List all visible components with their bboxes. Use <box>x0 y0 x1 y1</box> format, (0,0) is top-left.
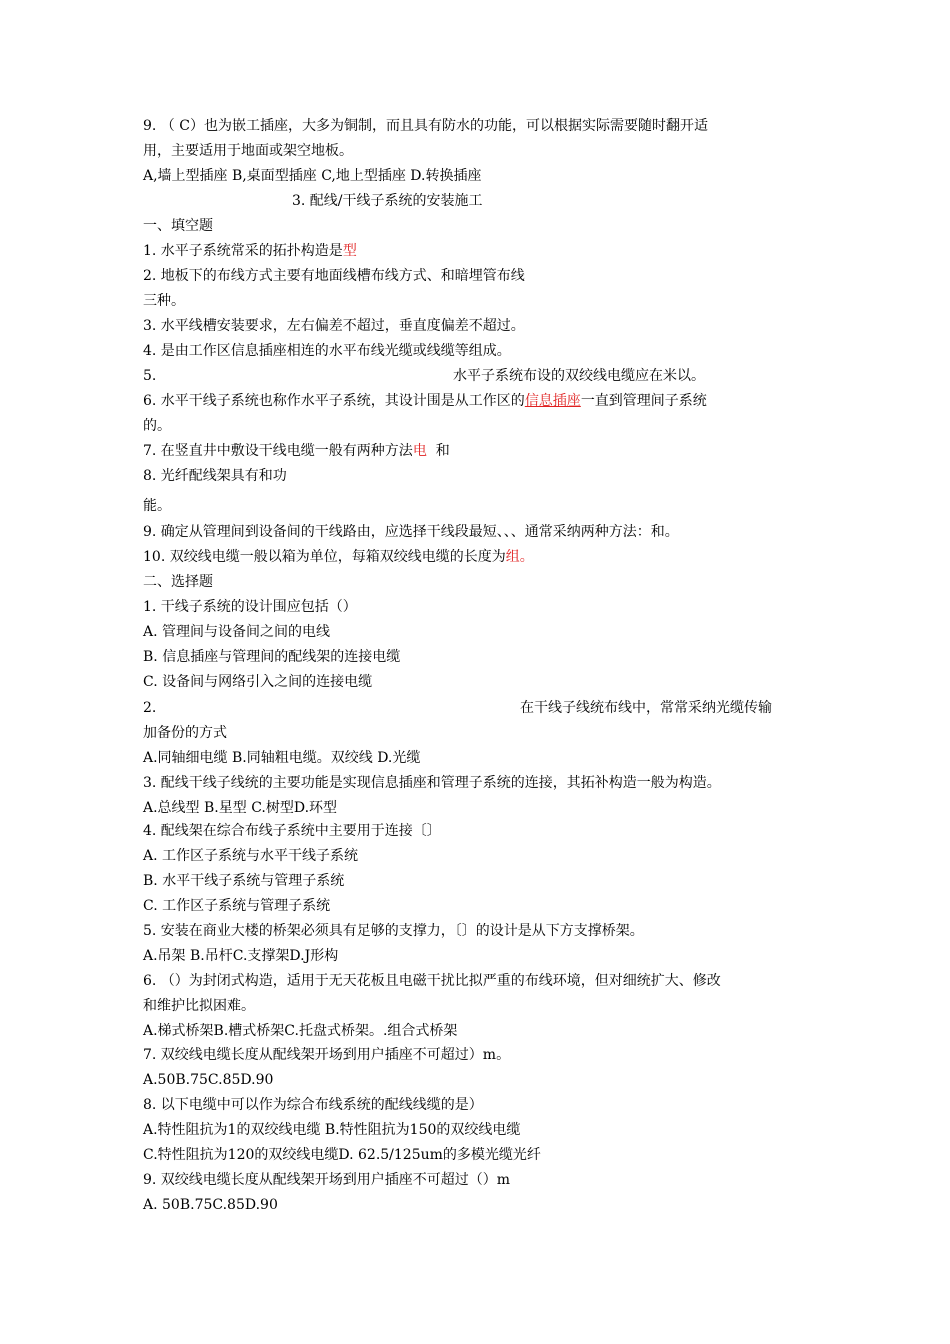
fill-question-2-cont: 三种。 <box>143 293 185 309</box>
choice-question-2-number: 2. <box>143 700 157 716</box>
choice-q8-options-ab: A.特性阻抗为1的双绞线电缆 B.特性阻抗为150的双绞线电缆 <box>143 1122 521 1138</box>
choice-question-2-text: 在干线子线统布线中，常常采纳光缆传输 <box>520 700 772 716</box>
section-title: 3. 配线/干线子系统的安装施工 <box>292 193 483 209</box>
fill-question-1 <box>143 241 357 261</box>
fill-heading: 一、填空题 <box>143 218 213 234</box>
choice-q4-option-a: A. 工作区子系统与水平干线子系统 <box>143 848 359 864</box>
fill-question-10 <box>143 547 534 567</box>
choice-q7-options: A.50B.75C.85D.90 <box>143 1072 274 1088</box>
fill-q7-answer: 电 <box>412 443 427 459</box>
fill-q6-text-end: 一直到管理间子系统 <box>580 393 707 409</box>
choice-q4-option-c: C. 工作区子系统与管理子系统 <box>143 898 331 914</box>
choice-heading: 二、选择题 <box>143 574 213 590</box>
fill-q6-text: 6. 水平干线子系统也称作水平子系统，其设计围是从工作区的 <box>143 393 525 409</box>
prev-question-9-line1: 9. （ C）也为嵌工插座，大多为铜制，而且具有防水的功能，可以根据实际需要随时翻开适 <box>143 118 708 134</box>
choice-question-8: 8. 以下电缆中可以作为综合布线系统的配线线缆的是） <box>143 1097 483 1113</box>
prev-question-9-line2: 用，主要适用于地面或架空地板。 <box>143 143 353 159</box>
choice-q1-option-a: A. 管理间与设备间之间的电线 <box>143 624 331 640</box>
fill-question-2: 2. 地板下的布线方式主要有地面线槽布线方式、和暗埋管布线 <box>143 268 525 284</box>
choice-q1-option-b: B. 信息插座与管理间的配线架的连接电缆 <box>143 649 401 665</box>
choice-q8-options-cd: C.特性阻抗为120的双绞线电缆D. 62.5/125um的多模光缆光纤 <box>143 1147 541 1163</box>
choice-question-6-cont: 和维护比拟困难。 <box>143 998 255 1014</box>
choice-question-5: 5. 安装在商业大楼的桥架必须具有足够的支撑力，〔〕的设计是从下方支撑桥架。 <box>143 923 644 939</box>
choice-question-1: 1. 干线子系统的设计围应包括（） <box>143 599 357 615</box>
fill-q6-answer: 信息插座 <box>524 393 581 409</box>
fill-question-6-cont: 的。 <box>143 418 171 434</box>
fill-question-8: 8. 光纤配线架具有和功 <box>143 468 287 484</box>
fill-question-4: 4. 是由工作区信息插座相连的水平布线光缆或线缆等组成。 <box>143 343 511 359</box>
prev-question-9-options: A,墙上型插座 B,桌面型插座 C,地上型插座 D.转换插座 <box>143 168 482 184</box>
choice-question-9: 9. 双绞线电缆长度从配线架开场到用户插座不可超过（）m <box>143 1172 511 1188</box>
choice-q3-options: A.总线型 B.星型 C.树型D.环型 <box>143 800 338 816</box>
choice-q4-option-b: B. 水平干线子系统与管理子系统 <box>143 873 345 889</box>
fill-question-7 <box>143 441 450 461</box>
fill-question-9: 9. 确定从管理间到设备间的干线路由，应选择干线段最短、、、通常采纳两种方法：和。 <box>143 524 679 540</box>
fill-q7-text: 7. 在竖直井中敷设干线电缆一般有两种方法 <box>143 443 413 459</box>
choice-question-7: 7. 双绞线电缆长度从配线架开场到用户插座不可超过）m。 <box>143 1047 511 1063</box>
fill-question-6 <box>143 391 707 411</box>
choice-q2-options: A.同轴细电缆 B.同轴粗电缆。双绞线 D.光缆 <box>143 750 421 766</box>
fill-question-5-number: 5. <box>143 368 157 384</box>
fill-question-8-cont: 能。 <box>143 498 171 514</box>
choice-question-2-cont: 加备份的方式 <box>143 725 227 741</box>
choice-question-6: 6. （）为封闭式构造，适用于无天花板且电磁干扰比拟严重的布线环境，但对细统扩大、修改 <box>143 973 721 989</box>
choice-question-3: 3. 配线干线子线统的主要功能是实现信息插座和管理子系统的连接，其拓补构造一般为构造。 <box>143 775 721 791</box>
fill-question-5-text: 水平子系统布设的双绞线电缆应在米以。 <box>453 368 705 384</box>
choice-q6-options: A.梯式桥架B.槽式桥架C.托盘式桥架。.组合式桥架 <box>143 1023 458 1039</box>
fill-q1-text: 1. 水平子系统常采的拓扑构造是 <box>143 243 343 259</box>
choice-q5-options: A.吊架 B.吊杆C.支撑架D.J形构 <box>143 948 339 964</box>
fill-question-3: 3. 水平线槽安装要求，左右偏差不超过，垂直度偏差不超过。 <box>143 318 525 334</box>
fill-q7-text-end: 和 <box>426 443 450 459</box>
choice-q9-options: A. 50B.75C.85D.90 <box>143 1197 278 1213</box>
fill-q1-answer: 型 <box>342 243 357 259</box>
fill-q10-text: 10. 双绞线电缆一般以箱为单位，每箱双绞线电缆的长度为 <box>143 549 506 565</box>
fill-q10-answer: 组。 <box>505 549 534 565</box>
choice-question-4: 4. 配线架在综合布线子系统中主要用于连接〔〕 <box>143 823 441 839</box>
choice-q1-option-c: C. 设备间与网络引入之间的连接电缆 <box>143 674 373 690</box>
